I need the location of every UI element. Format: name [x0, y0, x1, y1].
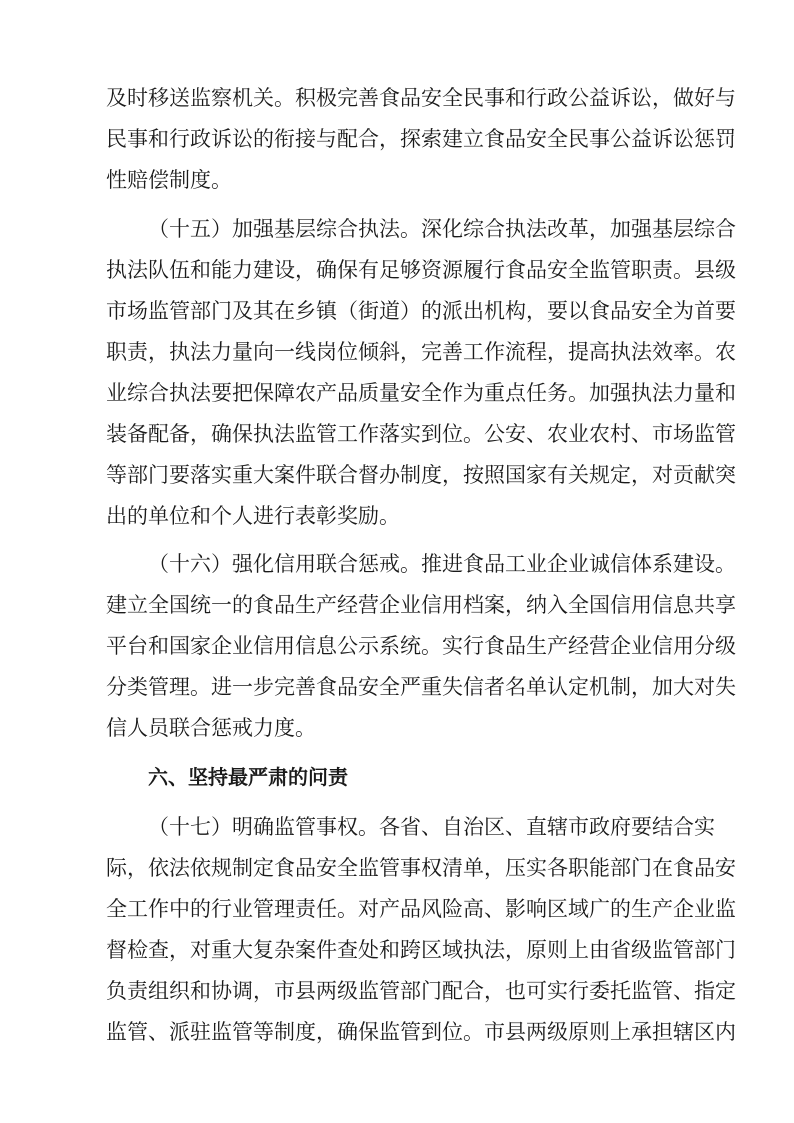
paragraph-line: 全工作中的行业管理责任。对产品风险高、影响区域广的生产企业监 [106, 897, 736, 921]
paragraph-line: 信人员联合惩戒力度。 [106, 716, 316, 740]
paragraph-line: 市场监管部门及其在乡镇（街道）的派出机构，要以食品安全为首要 [106, 299, 736, 323]
paragraph-line: 负责组织和协调，市县两级监管部门配合，也可实行委托监管、指定 [106, 979, 736, 1003]
paragraph-line: 及时移送监察机关。积极完善食品安全民事和行政公益诉讼，做好与 [106, 86, 736, 110]
paragraph-line: 出的单位和个人进行表彰奖励。 [106, 504, 400, 528]
paragraph-line: 平台和国家企业信用信息公示系统。实行食品生产经营企业信用分级 [106, 634, 736, 658]
paragraph-line: 职责，执法力量向一线岗位倾斜，完善工作流程，提高执法效率。农 [106, 340, 736, 364]
paragraph-line: （十七）明确监管事权。各省、自治区、直辖市政府要结合实 [148, 815, 715, 839]
paragraph-line: 监管、派驻监管等制度，确保监管到位。市县两级原则上承担辖区内 [106, 1020, 736, 1044]
paragraph-line: 建立全国统一的食品生产经营企业信用档案，纳入全国信用信息共享 [106, 593, 736, 617]
paragraph-line: 业综合执法要把保障农产品质量安全作为重点任务。加强执法力量和 [106, 381, 736, 405]
paragraph-line: 际，依法依规制定食品安全监管事权清单，压实各职能部门在食品安 [106, 856, 736, 880]
paragraph-line: 民事和行政诉讼的衔接与配合，探索建立食品安全民事公益诉讼惩罚 [106, 127, 736, 151]
paragraph-line: （十六）强化信用联合惩戒。推进食品工业企业诚信体系建设。 [148, 552, 736, 576]
paragraph-line: 督检查，对重大复杂案件查处和跨区域执法，原则上由省级监管部门 [106, 938, 736, 962]
paragraph-line: 装备配备，确保执法监管工作落实到位。公安、农业农村、市场监管 [106, 422, 736, 446]
paragraph-line: 性赔偿制度。 [106, 168, 232, 192]
paragraph-line: 等部门要落实重大案件联合督办制度，按照国家有关规定，对贡献突 [106, 463, 736, 487]
paragraph-line: 执法队伍和能力建设，确保有足够资源履行食品安全监管职责。县级 [106, 258, 736, 282]
paragraph-line: 分类管理。进一步完善食品安全严重失信者名单认定机制，加大对失 [106, 675, 736, 699]
section-heading: 六、坚持最严肃的问责 [148, 765, 348, 789]
paragraph-line: （十五）加强基层综合执法。深化综合执法改革，加强基层综合 [148, 217, 736, 241]
